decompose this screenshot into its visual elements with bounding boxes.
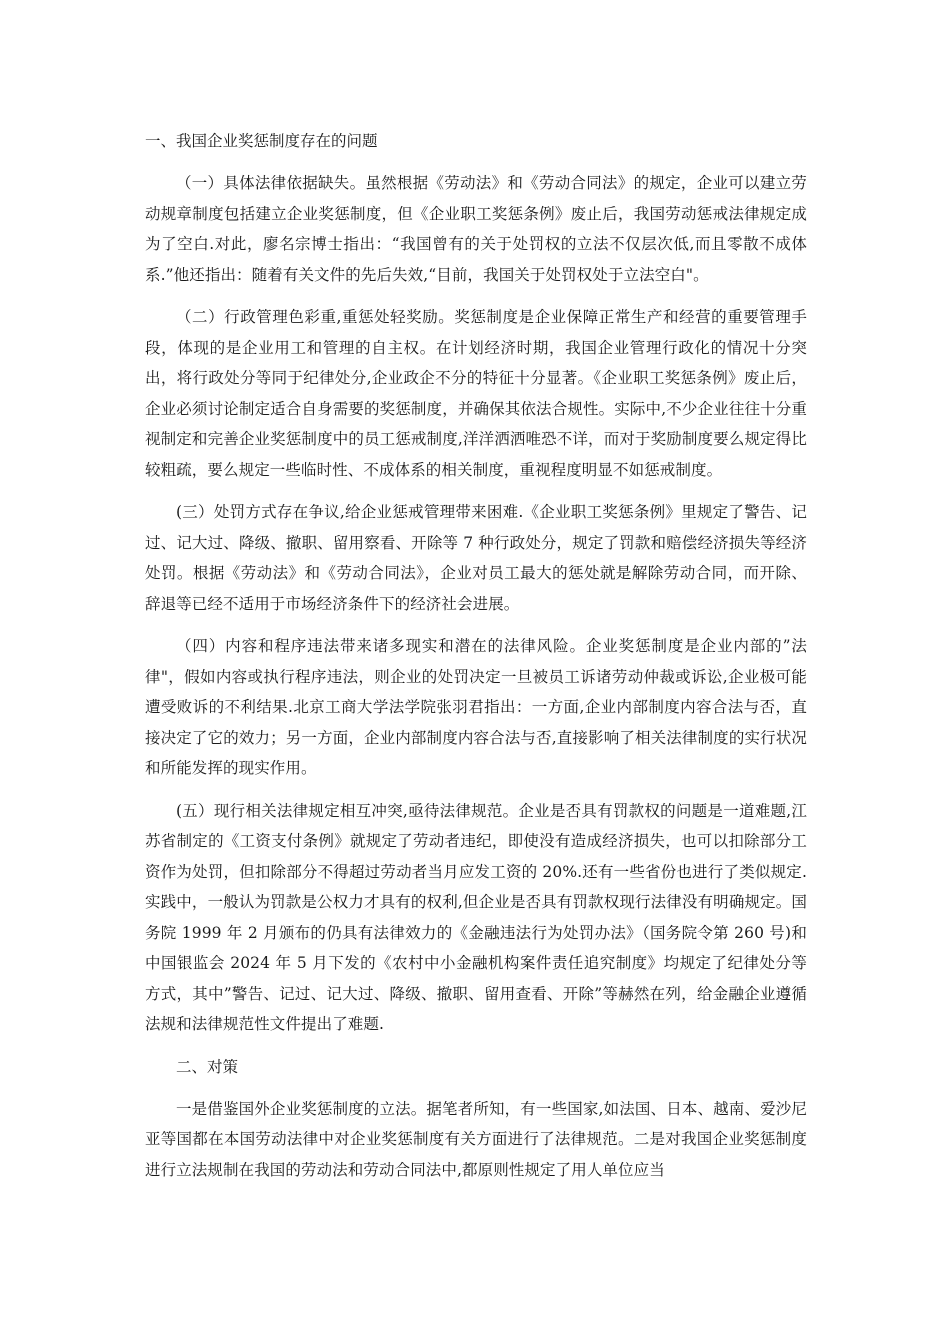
paragraph-1: （一）具体法律依据缺失。虽然根据《劳动法》和《劳动合同法》的规定，企业可以建立劳动规章制度包括建立企业奖惩制度，但《企业职工奖惩条例》废止后，我国劳动惩戒法律规定成为了空白.对此，廖名宗博士指出：“我国曾有的关于处罚权的立法不仅层次低,而且零散不成体系.”他还指出：随着有关文件的先后失效,“目前，我国关于处罚权处于立法空白"。 [145, 174, 807, 284]
section-title-problems: 一、我国企业奖惩制度存在的问题 [145, 132, 378, 150]
section-title-countermeasures: 二、对策 [176, 1057, 239, 1076]
paragraph-3: (三）处罚方式存在争议,给企业惩戒管理带来困难.《企业职工奖惩条例》里规定了警告、记过、记大过、降级、撤职、留用察看、开除等 7 种行政处分，规定了罚款和赔偿经济损失等经济处罚。根据《劳动法》和《劳动合同法》，企业对员工最大的惩处就是解除劳动合同，而开除、辞退等已经不适用于市场经济条件下的经济社会进展。 [145, 503, 807, 613]
paragraph-5: (五）现行相关法律规定相互冲突,亟待法律规范。企业是否具有罚款权的问题是一道难题,江苏省制定的《工资支付条例》就规定了劳动者违纪，即使没有造成经济损失，也可以扣除部分工资作为处罚，但扣除部分不得超过劳动者当月应发工资的 20%.还有一些省份也进行了类似规定.实践中，一般认为罚款是公权力才具有的权利,但企业是否具有罚款权现行法律没有明确规定。国务院 1999 年 2 月颁布的仍具有法律效力的《金融违法行为处罚办法》（国务院令第 260 号)和中国银监会 2024 年 5 月下发的《农村中小金融机构案件责任追究制度》均规定了纪律处分等方式，其中”警告、记过、记大过、降级、撤职、留用查看、开除”等赫然在列，给金融企业遵循法规和法律规范性文件提出了难题. [145, 801, 807, 1033]
paragraph-2: （二）行政管理色彩重,重惩处轻奖励。奖惩制度是企业保障正常生产和经营的重要管理手段，体现的是企业用工和管理的自主权。在计划经济时期，我国企业管理行政化的情况十分突出，将行政处分等同于纪律处分,企业政企不分的特征十分显著。《企业职工奖惩条例》废止后，企业必须讨论制定适合自身需要的奖惩制度，并确保其依法合规性。实际中,不少企业往往十分重视制定和完善企业奖惩制度中的员工惩戒制度,洋洋洒洒唯恐不详，而对于奖励制度要么规定得比较粗疏，要么规定一些临时性、不成体系的相关制度，重视程度明显不如惩戒制度。 [145, 308, 807, 479]
paragraph-6: 一是借鉴国外企业奖惩制度的立法。据笔者所知，有一些国家,如法国、日本、越南、爱沙尼亚等国都在本国劳动法律中对企业奖惩制度有关方面进行了法律规范。二是对我国企业奖惩制度进行立法规制在我国的劳动法和劳动合同法中,都原则性规定了用人单位应当 [145, 1099, 807, 1179]
document-body [145, 126, 807, 1197]
paragraph-4: （四）内容和程序违法带来诸多现实和潜在的法律风险。企业奖惩制度是企业内部的”法律"，假如内容或执行程序违法，则企业的处罚决定一旦被员工诉诸劳动仲裁或诉讼,企业极可能遭受败诉的不利结果.北京工商大学法学院张羽君指出：一方面,企业内部制度内容合法与否，直接决定了它的效力；另一方面，企业内部制度内容合法与否,直接影响了相关法律制度的实行状况和所能发挥的现实作用。 [145, 637, 807, 777]
